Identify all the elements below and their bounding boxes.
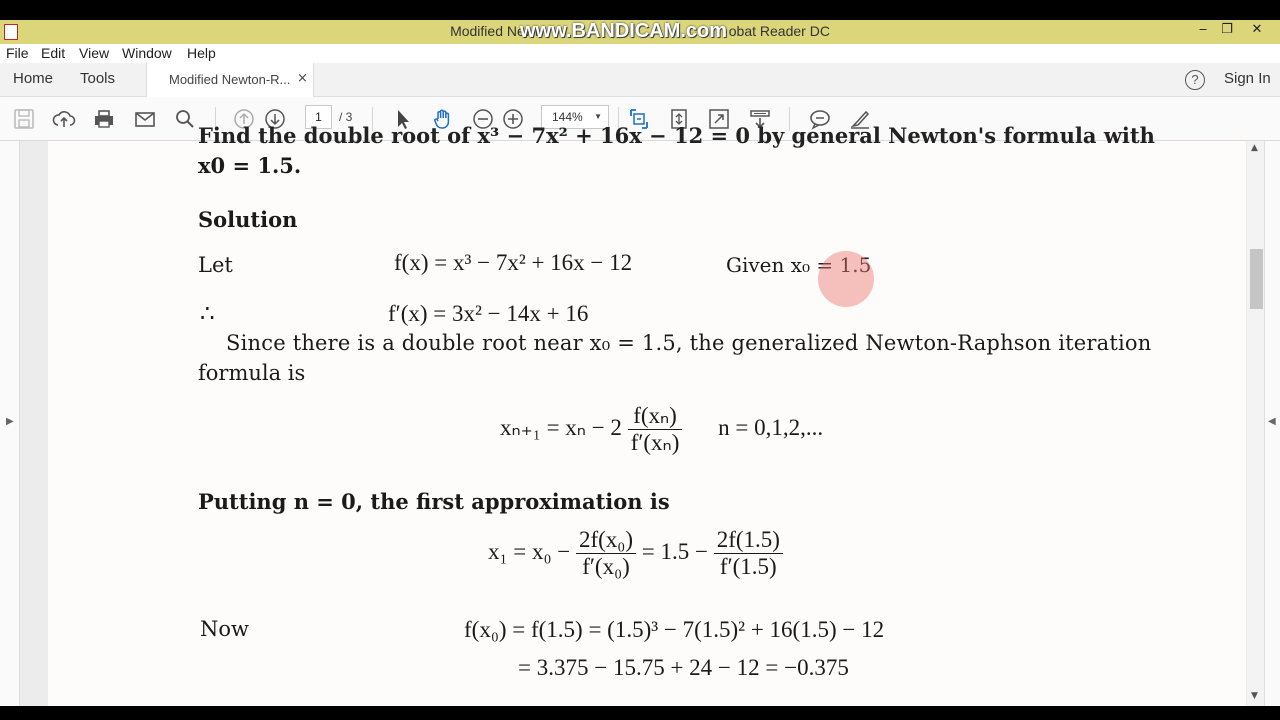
x1-denominator-2: f′(1.5): [719, 554, 777, 579]
restore-button[interactable]: ❐: [1221, 22, 1233, 37]
tab-tools[interactable]: Tools: [80, 70, 116, 87]
iteration-denominator: f′(xₙ): [630, 430, 680, 455]
upload-icon[interactable]: [52, 107, 76, 131]
tab-bar: [0, 63, 1280, 97]
pdf-page: [48, 123, 1246, 706]
question-text: Find the double root of x³ − 7x² + 16x − 12 = 0 by general Newton's formula with: [198, 123, 1155, 148]
question-initial-value: x0 = 1.5.: [198, 153, 302, 178]
title-bar: [0, 20, 1280, 44]
x1-denominator-1: f′(x₀): [582, 554, 630, 579]
given-value: Given x₀ = 1.5: [726, 253, 872, 277]
close-window-button[interactable]: ✕: [1251, 22, 1263, 37]
iteration-formula: [500, 403, 823, 456]
let-label: Let: [198, 253, 233, 277]
x1-mid: = 1.5 −: [641, 538, 708, 564]
f-x0-calculation: f(x₀) = f(1.5) = (1.5)³ − 7(1.5)² + 16(1.5) − 12: [464, 617, 885, 642]
right-panel-toggle[interactable]: [1264, 141, 1280, 706]
menu-bar: [0, 44, 1280, 63]
search-icon[interactable]: [173, 107, 197, 131]
derivative-definition: f′(x) = 3x² − 14x + 16: [388, 301, 589, 326]
therefore-symbol: ∴: [200, 301, 215, 326]
x1-fraction-2: [714, 527, 783, 580]
zoom-value: 144%: [552, 110, 583, 124]
first-approximation-formula: [488, 527, 783, 580]
document-tab-label: Modified Newton-R...: [169, 72, 291, 87]
close-tab-button[interactable]: ×: [297, 71, 308, 86]
save-icon[interactable]: [12, 107, 36, 131]
document-viewer: [0, 123, 1280, 706]
recording-watermark: www.BANDICAM.com: [520, 20, 728, 42]
help-icon[interactable]: ?: [1185, 70, 1205, 90]
window-title: Modified Newt obat Reader DC: [450, 23, 830, 39]
sign-in-link[interactable]: Sign In: [1224, 70, 1271, 87]
x1-lhs: x₁ = x₀ −: [488, 538, 571, 564]
explanation-line-1: Since there is a double root near x₀ = 1.5, the generalized Newton-Raphson iteration: [226, 331, 1152, 355]
f-x0-result: = 3.375 − 15.75 + 24 − 12 = −0.375: [518, 655, 849, 680]
menu-help[interactable]: Help: [187, 45, 216, 61]
taskbar-edge: [0, 706, 1280, 720]
cursor-highlight: [818, 251, 874, 307]
tab-home[interactable]: Home: [13, 70, 54, 87]
iteration-lhs: xₙ₊₁ = xₙ − 2: [500, 414, 622, 440]
solution-heading: Solution: [198, 207, 298, 232]
menu-window[interactable]: Window: [122, 45, 172, 61]
x1-numerator-2: 2f(1.5): [714, 527, 783, 554]
menu-file[interactable]: File: [6, 45, 29, 61]
minimize-button[interactable]: ‒: [1198, 22, 1208, 37]
email-icon[interactable]: [133, 107, 157, 131]
chevron-down-icon: ▼: [594, 112, 602, 121]
chevron-left-icon: ◀: [1268, 416, 1276, 427]
print-icon[interactable]: [92, 107, 116, 131]
x1-numerator-1: 2f(x₀): [576, 527, 636, 554]
function-definition: f(x) = x³ − 7x² + 16x − 12: [394, 250, 633, 275]
vertical-scrollbar[interactable]: [1247, 141, 1264, 706]
scroll-up-icon[interactable]: ▲: [1251, 143, 1258, 153]
menu-view[interactable]: View: [79, 45, 110, 61]
tab-document[interactable]: [146, 63, 314, 98]
left-panel-toggle[interactable]: [0, 141, 20, 706]
explanation-line-2: formula is: [198, 361, 306, 385]
chevron-right-icon: ▶: [6, 416, 14, 427]
putting-statement: Putting n = 0, the first approximation is: [198, 489, 670, 514]
x1-fraction-1: [576, 527, 636, 580]
menu-edit[interactable]: Edit: [41, 45, 66, 61]
scroll-down-icon[interactable]: ▼: [1251, 691, 1258, 701]
now-label: Now: [200, 617, 249, 641]
page-number-input[interactable]: 1: [305, 105, 332, 129]
scrollbar-thumb[interactable]: [1250, 249, 1263, 309]
iteration-fraction: [628, 403, 683, 456]
page-total: / 3: [339, 110, 353, 124]
iteration-range: n = 0,1,2,...: [718, 414, 824, 440]
iteration-numerator: f(xₙ): [628, 403, 683, 430]
